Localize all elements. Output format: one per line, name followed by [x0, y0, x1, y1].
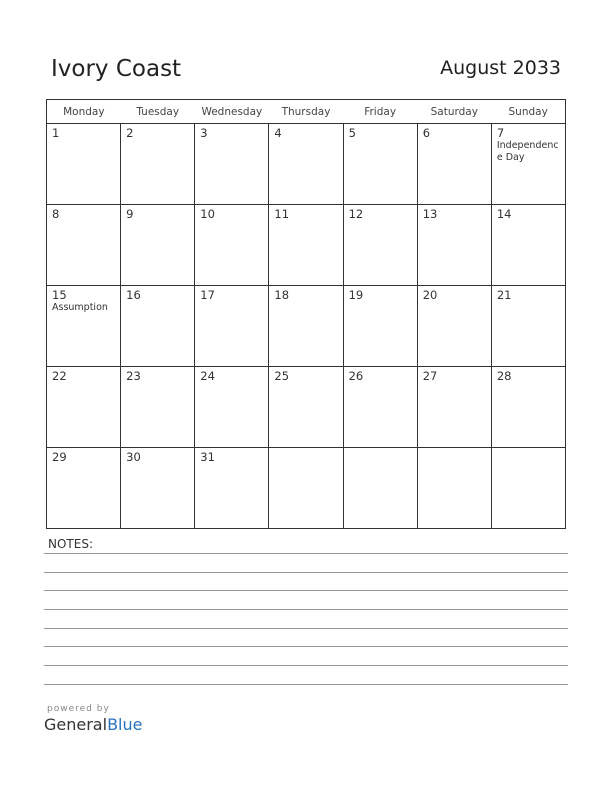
day-cell: [47, 367, 121, 448]
day-cell: [47, 124, 121, 205]
day-cell: [269, 205, 343, 286]
holiday-label: Independence Day: [496, 140, 559, 163]
day-number: 16: [126, 288, 141, 302]
day-number: 23: [126, 369, 141, 383]
day-cell: [47, 286, 121, 367]
weekday-header-row: [47, 100, 566, 124]
note-line: [44, 590, 568, 591]
day-cell: [121, 448, 195, 529]
note-line: [44, 684, 568, 685]
note-line: [44, 609, 568, 610]
day-cell: [343, 124, 417, 205]
day-cell: [195, 205, 269, 286]
weekday-thursday: Thursday: [269, 100, 343, 124]
calendar-grid: [46, 99, 566, 529]
day-cell: [269, 367, 343, 448]
day-number: 22: [52, 369, 67, 383]
day-number: 17: [200, 288, 215, 302]
day-cell: [491, 124, 565, 205]
day-number: 3: [200, 126, 208, 140]
note-line: [44, 553, 568, 554]
day-cell: [343, 367, 417, 448]
day-number: 8: [52, 207, 60, 221]
day-number: 30: [126, 450, 141, 464]
day-number: 12: [348, 207, 364, 221]
day-number: 7: [496, 126, 505, 140]
week-row: [47, 286, 566, 367]
brand-blue: Blue: [107, 715, 143, 734]
week-row: [47, 367, 566, 448]
day-cell: [417, 205, 491, 286]
day-cell: [195, 124, 269, 205]
day-number: 28: [496, 369, 512, 383]
day-number: 31: [200, 450, 215, 464]
day-cell: [121, 367, 195, 448]
day-number: 10: [200, 207, 215, 221]
day-cell: [121, 205, 195, 286]
weekday-saturday: Saturday: [417, 100, 491, 124]
day-number: 25: [274, 369, 290, 383]
day-cell: [417, 124, 491, 205]
day-number: 13: [422, 207, 438, 221]
day-cell: [269, 286, 343, 367]
weekday-sunday: Sunday: [491, 100, 565, 124]
week-row: [47, 448, 566, 529]
brand-general: General: [44, 715, 108, 734]
brand-name: [44, 715, 142, 735]
day-cell: [269, 448, 343, 529]
notes-label: NOTES:: [48, 537, 93, 551]
powered-by-text: powered by: [47, 704, 110, 714]
note-line: [44, 572, 568, 573]
day-number: 29: [52, 450, 67, 464]
day-number: 4: [274, 126, 282, 140]
country-title: Ivory Coast: [51, 56, 182, 82]
day-number: 9: [126, 207, 134, 221]
day-cell: [343, 286, 417, 367]
day-cell: [343, 448, 417, 529]
day-cell: [491, 205, 565, 286]
week-row: [47, 205, 566, 286]
day-cell: [195, 367, 269, 448]
brand-logo: [44, 704, 142, 735]
day-number: 20: [422, 288, 438, 302]
day-cell: [491, 286, 565, 367]
day-number: 2: [126, 126, 134, 140]
day-number: 18: [274, 288, 290, 302]
day-cell: [121, 124, 195, 205]
day-cell: [343, 205, 417, 286]
day-cell: [47, 448, 121, 529]
day-cell: [417, 286, 491, 367]
holiday-label: Assumption: [52, 302, 108, 313]
day-number: 1: [52, 126, 60, 140]
day-number: 5: [348, 126, 356, 140]
day-cell: [491, 448, 565, 529]
day-cell: [417, 448, 491, 529]
weekday-monday: Monday: [47, 100, 121, 124]
day-number: 19: [348, 288, 364, 302]
day-cell: [195, 448, 269, 529]
day-number: 6: [422, 126, 431, 140]
day-number: 26: [348, 369, 364, 383]
weekday-wednesday: Wednesday: [195, 100, 269, 124]
day-number: 21: [496, 288, 512, 302]
day-cell: [47, 205, 121, 286]
weekday-friday: Friday: [343, 100, 417, 124]
day-number: 15: [52, 288, 67, 302]
week-row: [47, 124, 566, 205]
day-number: 14: [496, 207, 512, 221]
day-number: 24: [200, 369, 215, 383]
note-line: [44, 646, 568, 647]
day-number: 11: [274, 207, 290, 221]
note-line: [44, 665, 568, 666]
day-number: 27: [422, 369, 438, 383]
month-year-title: August 2033: [440, 57, 561, 79]
day-cell: [121, 286, 195, 367]
note-line: [44, 628, 568, 629]
day-cell: [417, 367, 491, 448]
weekday-tuesday: Tuesday: [121, 100, 195, 124]
day-cell: [195, 286, 269, 367]
day-cell: [269, 124, 343, 205]
day-cell: [491, 367, 565, 448]
